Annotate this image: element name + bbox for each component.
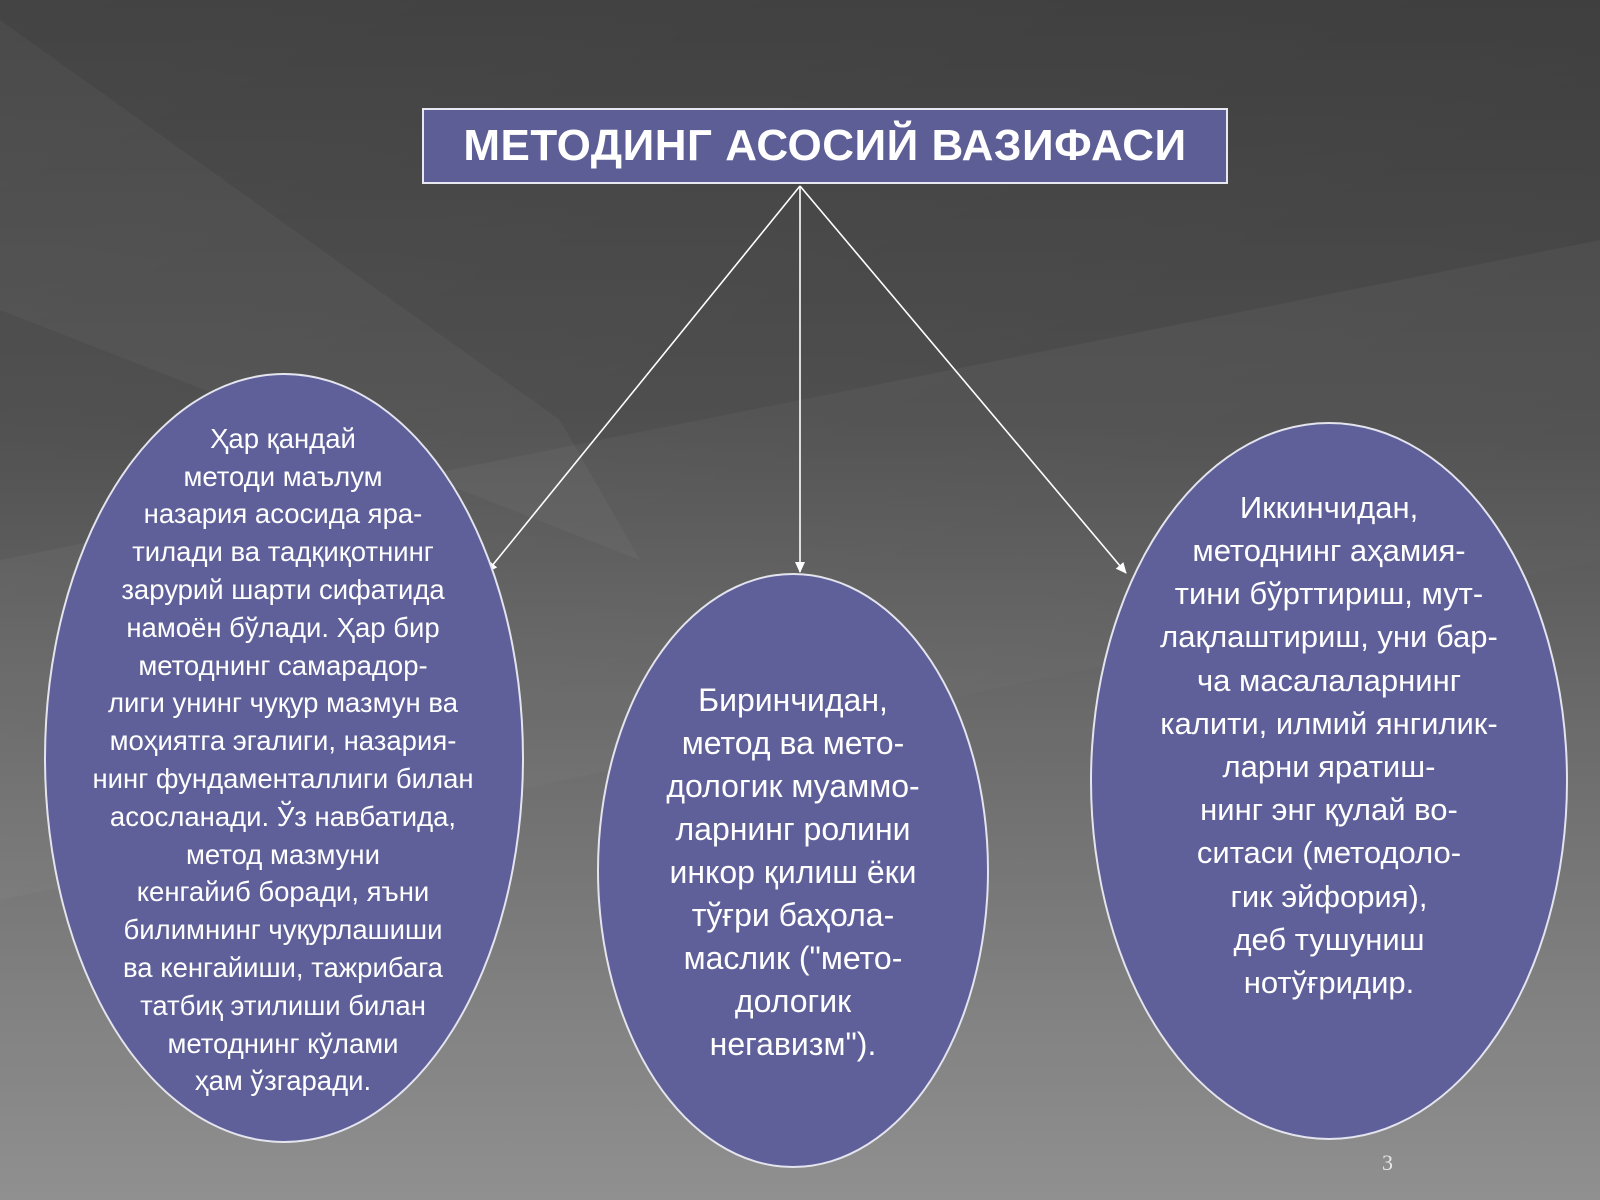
ellipse-left [44,373,524,1143]
ellipse-center [597,573,989,1168]
page-number: 3 [1382,1150,1393,1175]
ellipse-right [1090,422,1568,1140]
ellipse-right-text: Иккинчидан, методнинг аҳамия- тини бўрттириш, мут- лақлаштириш, уни бар- ча масалаларнинг калити, илмий янгилик- ларни яратиш- нинг энг қулай во- ситаси (методоло- гик эйфория), деб тушуниш нотўғридир. [1160,489,1498,1001]
title-box [422,108,1228,184]
ellipse-center-text: Биринчидан, метод ва мето- дологик муаммо- ларнинг ролини инкор қилиш ёки тўғри баҳола- маслик ("мето- дологик негавизм"). [666,682,920,1062]
ellipse-left-text: Ҳар қандай методи маълум назария асосида яра- тилади ва тадқиқотнинг зарурий шарти сифатида намоён бўлади. Ҳар бир методнинг самарадор- лиги унинг чуқур мазмун ва моҳиятга эгалиги, назария- нинг фундаменталлиги билан асосланади. Ўз навбатида, метод мазмуни кенгайиб боради, яъни билимнинг чуқурлашиши ва кенгайиши, тажрибага татбиқ этилиши билан методнинг кўлами ҳам ўзгаради. [92,422,474,1097]
diagram-title: МЕТОДИНГ АСОСИЙ ВАЗИФАСИ [463,121,1187,170]
